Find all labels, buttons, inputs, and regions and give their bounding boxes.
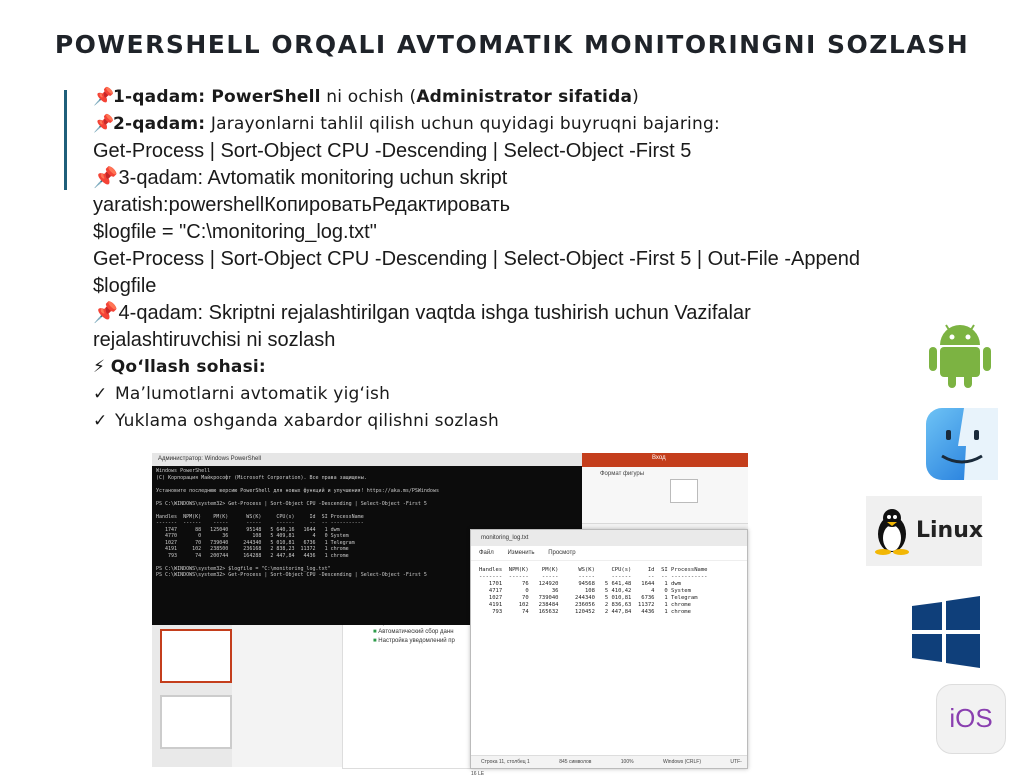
step-1-bold: Administrator sifatida	[416, 87, 633, 107]
pin-icon: 📌	[93, 302, 118, 324]
accent-bar	[64, 90, 67, 190]
windows-icon	[910, 596, 982, 668]
step-2-text: Jarayonlarni tahlil qilish uchun quyidagi buyruqni bajaring:	[205, 114, 720, 134]
check-icon: ✓	[93, 411, 108, 431]
tux-icon	[872, 506, 912, 556]
ppt-bullet: Автоматический сбор данн	[378, 629, 454, 635]
step-2-label: 2-qadam:	[113, 114, 206, 134]
ppt-titlebar	[580, 453, 748, 467]
status-position: Строка 11, столбец 1	[481, 759, 530, 765]
check-icon: ✓	[93, 384, 108, 404]
slide-thumbnail[interactable]	[160, 695, 232, 749]
step-4-text: 4-qadam: Skriptni rejalashtirilgan vaqtda ishga tushirish uchun Vazifalar	[113, 302, 751, 324]
usage-label: Qo‘llash sohasi:	[110, 357, 266, 377]
notepad-window[interactable]	[470, 529, 748, 777]
status-encoding: UTF-16 LE	[471, 759, 742, 777]
step-4-continuation: rejalashtiruvchisi ni sozlash	[93, 329, 336, 351]
ppt-bullets: ■ Автоматический сбор данн ■ Настройка уведомлений пр	[373, 619, 455, 646]
ppt-tab-label: Формат фигуры	[600, 471, 645, 477]
step-3-code-line-2: Get-Process | Sort-Object CPU -Descending | Select-Object -First 5 | Out-File -Append	[93, 248, 860, 270]
usage-item	[93, 408, 983, 435]
step-3-code-line-3: $logfile	[93, 275, 157, 297]
menu-view[interactable]: Просмотр	[548, 550, 576, 556]
macos-finder-icon	[924, 406, 1000, 482]
powershell-titlebar: Администратор: Windows PowerShell	[152, 453, 582, 466]
ppt-slide-panel	[152, 623, 232, 767]
usage-heading	[93, 354, 983, 381]
notepad-menu	[471, 546, 747, 561]
linux-label: Linux	[916, 518, 984, 543]
pin-icon: 📌	[93, 167, 118, 189]
ppt-signin: Вход	[652, 455, 666, 461]
step-3-text: 3-qadam: Avtomatik monitoring uchun skript	[113, 167, 508, 189]
linux-badge	[866, 496, 982, 566]
step-2-command: Get-Process | Sort-Object CPU -Descending | Select-Object -First 5	[93, 140, 692, 162]
status-lineend: Windows (CRLF)	[662, 759, 702, 765]
step-1-text: ni ochish (	[320, 87, 417, 107]
usage-item-text: Ma’lumotlarni avtomatik yig‘ish	[115, 384, 391, 404]
step-3	[93, 165, 983, 192]
ios-icon	[936, 684, 1006, 754]
pin-icon: 📌	[93, 87, 115, 107]
pdf-icon	[670, 479, 698, 503]
slide-content	[93, 84, 983, 435]
step-4	[93, 300, 983, 327]
status-chars: 845 символов	[559, 759, 592, 765]
status-zoom: 100%	[620, 759, 634, 765]
ios-label: iOS	[949, 703, 993, 733]
step-1-label: 1-qadam: PowerShell	[113, 87, 321, 107]
step-1-end: )	[632, 87, 639, 107]
step-3-continuation: yaratish:powershellКопироватьРедактировать	[93, 194, 511, 216]
android-icon	[924, 315, 996, 389]
slide-title: POWERSHELL ORQALI AVTOMATIK MONITORINGNI SOZLASH	[54, 30, 970, 59]
notepad-titlebar: monitoring_log.txt	[471, 530, 747, 546]
menu-file[interactable]: Файл	[479, 550, 494, 556]
step-3-code-line-1: $logfile = "C:\monitoring_log.txt"	[93, 221, 377, 243]
pin-icon: 📌	[93, 114, 115, 134]
step-1	[93, 84, 983, 111]
menu-edit[interactable]: Изменить	[507, 550, 535, 556]
embedded-screenshot	[152, 453, 748, 777]
step-2	[93, 111, 983, 138]
lightning-icon: ⚡	[93, 357, 106, 377]
usage-item	[93, 381, 983, 408]
notepad-content[interactable]: Handles NPM(K) PM(K) WS(K) CPU(s) Id SI ProcessName ------- ------ ----- ----- ------ -- -- ----------- 1701 76 124920 94568 5 641,48 1644 1 dwm 4717 0 36 108 5 410,42 4 0 System 1027 70 739040 244340 5 010,81 6736 1 Telegram 4191 102 238484 236056 2 836,63 11372 1 chrome 793 74 165632 120452 2 447,84 4436 1 chrome	[479, 567, 708, 615]
slide-thumbnail[interactable]	[160, 629, 232, 683]
powershell-output: Windows PowerShell (C) Корпорация Майкрософт (Microsoft Corporation). Все права защищены. Установите последнюю версию PowerShell для новых функций и улучшения! https://aka.ms/PSWindows PS C:\WINDOWS\system32> Get-Process | Sort-Object CPU -Descending | Select-Object -First 5 Handles NPM(K) PM(K) WS(K) CPU(s) Id SI ProcessName ------- ------ ----- ----- ------ -- -- ----------- 1747 88 125040 95148 5 640,16 1644 1 dwm 4770 0 36 108 5 409,81 4 0 System 1027 70 739040 244340 5 010,81 6736 1 Telegram 4191 102 238500 236168 2 838,23 11372 1 chrome 793 74 200744 164288 2 447,84 4436 1 chrome PS C:\WINDOWS\system32> $logfile = "C:\monitoring_log.txt" PS C:\WINDOWS\system32> Get-Process | Sort-Object CPU -Descending | Select-Object -First 5	[156, 468, 439, 578]
usage-item-text: Yuklama oshganda xabardor qilishni sozlash	[115, 411, 500, 431]
ppt-bullet: Настройка уведомлений пр	[378, 638, 455, 644]
notepad-statusbar	[471, 755, 747, 777]
